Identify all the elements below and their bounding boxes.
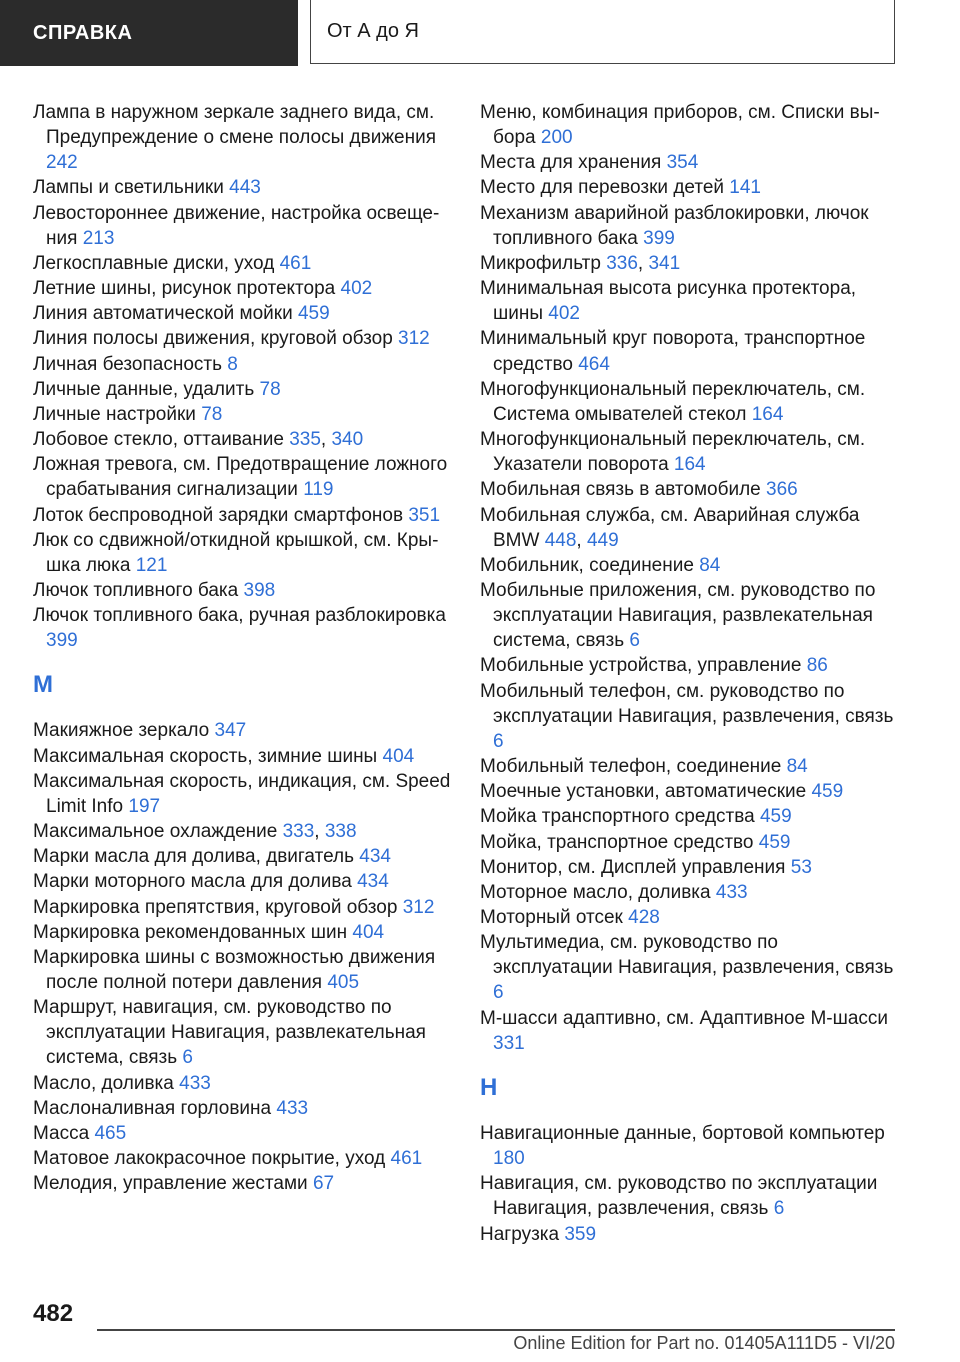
page-reference-link[interactable]: 8 <box>227 353 238 375</box>
page-reference-link[interactable]: 242 <box>46 152 78 174</box>
index-entry <box>33 995 453 1070</box>
index-entry <box>33 844 453 869</box>
index-entry <box>33 276 453 301</box>
index-entry-text: Лючок топливного бака, ручная разблокировка <box>33 605 446 627</box>
index-entry <box>33 175 453 200</box>
index-entry-text: Максимальное охлаждение <box>33 821 283 843</box>
index-entry-text: Лючок топливного бака <box>33 579 244 601</box>
index-entry-text: Моечные установки, автоматические <box>480 781 812 803</box>
page-reference-link[interactable]: 197 <box>128 795 161 817</box>
page-reference-link[interactable]: 164 <box>673 454 706 476</box>
section-title: СПРАВКА <box>33 21 133 44</box>
page-reference-link[interactable]: 459 <box>759 806 792 828</box>
index-entry <box>480 905 900 930</box>
page-reference-link[interactable]: 399 <box>643 227 675 249</box>
page-reference-link[interactable]: 354 <box>666 152 699 174</box>
index-entry <box>33 869 453 894</box>
index-entry-text: Мультимедиа, см. руководство по эксплуатации Навигация, развлечения, связь <box>480 932 894 979</box>
page-reference-link[interactable]: 404 <box>382 745 415 767</box>
page-reference-link[interactable]: 433 <box>179 1072 211 1094</box>
index-entry-text: Личная безопасность <box>33 353 228 375</box>
index-entry <box>33 945 453 995</box>
page-reference-link[interactable]: 84 <box>786 756 808 778</box>
page-reference-link[interactable]: 335 <box>289 429 321 451</box>
index-entry <box>33 819 453 844</box>
page-reference-link[interactable]: 119 <box>303 479 334 501</box>
page-reference-link[interactable]: 405 <box>327 972 360 993</box>
index-entry-text: Минимальная высота рисунка протектора, шины <box>480 278 857 325</box>
page-reference-link[interactable]: 434 <box>357 871 389 893</box>
page-separator: , <box>637 252 649 274</box>
page-reference-link[interactable]: 402 <box>548 303 580 325</box>
index-entry-text: Моторное масло, доливка <box>480 881 716 903</box>
index-entry <box>480 553 900 578</box>
index-entry-text: Масло, доливка <box>33 1072 180 1094</box>
index-entry-text: Микрофильтр <box>480 252 607 274</box>
index-letter-heading: М <box>33 671 53 699</box>
page-reference-link[interactable]: 84 <box>699 554 721 576</box>
page-reference-link[interactable]: 351 <box>408 504 441 526</box>
index-entry-text: Маслоналивная горловина <box>33 1097 277 1119</box>
index-entry <box>33 528 453 578</box>
index-entry <box>33 301 453 326</box>
page-reference-link[interactable]: 67 <box>312 1173 335 1195</box>
index-entry-text: Максимальная скорость, индикация, см. Speed Limit Info <box>33 770 451 817</box>
page-reference-link[interactable]: 6 <box>773 1198 785 1220</box>
index-entry <box>480 779 900 804</box>
index-entry-text: Маркировка препятствия, круговой обзор <box>33 896 403 918</box>
index-entry-text: Люк со сдвижной/откидной крышкой, см. Крышка люка <box>33 529 439 576</box>
index-entry-text: Лоток беспроводной зарядки смартфонов <box>33 504 409 526</box>
index-entry <box>33 1071 453 1096</box>
page-reference-link[interactable]: 180 <box>493 1148 525 1170</box>
index-entry <box>480 503 900 553</box>
page-reference-link[interactable]: 338 <box>324 821 357 843</box>
page-reference-link[interactable]: 347 <box>214 720 247 742</box>
page-reference-link[interactable]: 465 <box>94 1122 127 1144</box>
index-entry <box>480 150 900 175</box>
index-entry-text: Левостороннее движение, настройка освещения <box>33 202 440 249</box>
footer-edition: Online Edition for Part no. 01405A111D5 - VI/20 <box>513 1333 895 1353</box>
page-reference-link[interactable]: 336 <box>606 252 638 274</box>
index-entry <box>33 352 453 377</box>
page-reference-link[interactable]: 443 <box>229 177 261 199</box>
page-reference-link[interactable]: 340 <box>331 429 364 451</box>
index-entry-text: Мобильная служба, см. Аварийная служба BMW <box>480 504 860 551</box>
index-entry <box>33 402 453 427</box>
index-entry-text: Лампы и светильники <box>33 177 230 199</box>
page-number: 482 <box>33 1300 74 1327</box>
index-entry <box>480 930 900 1005</box>
page-reference-link[interactable]: 461 <box>279 252 312 274</box>
index-entry <box>480 201 900 251</box>
index-entry-text: Навигация, см. руководство по эксплуатации Навигация, развлечения, связь <box>480 1173 878 1220</box>
page-reference-link[interactable]: 6 <box>493 730 504 752</box>
page-separator: , <box>320 429 332 451</box>
index-entry-text: Минимальный круг поворота, транспортное средство <box>480 328 866 375</box>
index-entry <box>480 754 900 779</box>
page-reference-link[interactable]: 459 <box>297 303 330 325</box>
page-reference-link[interactable]: 402 <box>340 278 373 300</box>
index-entry-text: Многофункциональный переключатель, см. Указатели поворота <box>480 429 866 476</box>
section-header <box>0 0 298 66</box>
page-reference-link[interactable]: 6 <box>629 630 640 652</box>
page-reference-link[interactable]: 404 <box>352 921 385 943</box>
index-entry <box>480 276 900 326</box>
index-entry-text: Мойка транспортного средства <box>480 806 760 828</box>
page-separator: , <box>576 529 587 551</box>
index-entry-text: Место для перевозки детей <box>480 177 730 199</box>
index-entry-text: Многофункциональный переключатель, см. Система омывателей стекол <box>480 378 866 425</box>
index-entry-text: Масса <box>33 1122 95 1144</box>
index-entry <box>480 175 900 200</box>
index-entry <box>33 427 453 452</box>
index-entry-text: Макияжное зеркало <box>33 720 215 742</box>
page-reference-link[interactable]: 78 <box>259 378 281 400</box>
page-reference-link[interactable]: 86 <box>806 655 828 677</box>
index-entry-text: Максимальная скорость, зимние шины <box>33 745 383 767</box>
page-reference-link[interactable]: 366 <box>766 479 798 501</box>
index-entry <box>33 1146 453 1171</box>
index-entry <box>33 895 453 920</box>
index-entry-text: Личные данные, удалить <box>33 378 260 400</box>
index-entry-text: Мобильник, соединение <box>480 554 700 576</box>
index-entry-text: Линия автоматической мойки <box>33 303 298 325</box>
index-entry-text: Мойка, транспортное средство <box>480 831 759 853</box>
index-entry <box>480 880 900 905</box>
index-entry <box>33 201 453 251</box>
index-entry <box>480 427 900 477</box>
index-entry-text: Лобовое стекло, оттаивание <box>33 429 290 451</box>
index-column-right <box>480 100 900 1247</box>
index-entry <box>480 653 900 678</box>
index-entry <box>33 603 453 653</box>
index-entry <box>480 578 900 653</box>
page-reference-link[interactable]: 434 <box>359 846 391 868</box>
page-reference-link[interactable]: 449 <box>586 529 619 551</box>
index-entry <box>33 744 453 769</box>
index-entry-text: Мобильная связь в автомобиле <box>480 479 767 501</box>
page-reference-link[interactable]: 6 <box>182 1047 193 1069</box>
index-entry <box>480 804 900 829</box>
index-entry <box>480 1171 900 1221</box>
page-reference-link[interactable]: 53 <box>790 856 812 878</box>
index-entry <box>480 477 900 502</box>
index-entry <box>480 1006 900 1056</box>
index-entry <box>33 578 453 603</box>
index-entry <box>480 377 900 427</box>
index-letter-heading: Н <box>480 1073 498 1101</box>
page-reference-link[interactable]: 341 <box>648 252 681 274</box>
index-entry <box>480 679 900 754</box>
index-column-left <box>33 100 453 1196</box>
index-entry-text: М-шасси адаптивно, см. Адаптивное М-шасси <box>480 1007 889 1029</box>
index-entry-text: Места для хранения <box>480 152 667 174</box>
index-entry-text: Марки масла для долива, двигатель <box>33 846 360 868</box>
index-entry-text: Лампа в наружном зеркале заднего вида, см. Предупреждение о смене полосы движения <box>33 102 437 149</box>
index-entry <box>480 1222 900 1247</box>
index-entry-text: Матовое лакокрасочное покрытие, уход <box>33 1148 391 1170</box>
index-entry-text: Легкосплавные диски, уход <box>33 252 280 274</box>
page-reference-link[interactable]: 331 <box>493 1032 525 1054</box>
index-entry <box>33 769 453 819</box>
index-entry-text: Мобильные устройства, управление <box>480 655 807 677</box>
page-reference-link[interactable]: 200 <box>540 127 573 149</box>
index-entry-text: Нагрузка <box>480 1223 565 1245</box>
index-entry-text: Навигационные данные, бортовой компьютер <box>480 1122 885 1144</box>
index-entry <box>33 718 453 743</box>
index-entry <box>33 1171 453 1196</box>
index-entry <box>480 100 900 150</box>
index-entry <box>33 920 453 945</box>
page-reference-link[interactable]: 464 <box>578 353 610 375</box>
index-entry <box>33 452 453 502</box>
page-reference-link[interactable]: 312 <box>398 328 430 350</box>
index-entry-text: Маркировка шины с возможностью движения после полной потери давления <box>33 946 436 993</box>
page-reference-link[interactable]: 399 <box>46 630 78 652</box>
page-reference-link[interactable]: 213 <box>82 227 115 249</box>
index-entry-text: Мобильные приложения, см. руководство по эксплуатации Навигация, развлекательная система, связь <box>480 579 876 652</box>
page-reference-link[interactable]: 461 <box>390 1148 423 1170</box>
index-entry <box>480 855 900 880</box>
index-entry-text: Мелодия, управление жестами <box>33 1173 313 1195</box>
index-entry-text: Мобильный телефон, соединение <box>480 756 787 778</box>
page-reference-link[interactable]: 78 <box>201 403 223 425</box>
page-reference-link[interactable]: 121 <box>135 554 168 576</box>
index-entry-text: Маршрут, навигация, см. руководство по эксплуатации Навигация, развлекательная система, связь <box>33 997 426 1069</box>
page-reference-link[interactable]: 6 <box>493 982 504 1004</box>
footer-divider <box>97 1329 895 1331</box>
chapter-title: От А до Я <box>327 20 419 42</box>
index-entry <box>33 251 453 276</box>
index-entry <box>33 326 453 351</box>
index-entry <box>33 1096 453 1121</box>
page-reference-link[interactable]: 433 <box>715 881 748 903</box>
index-entry-text: Ложная тревога, см. Предотвращение ложного срабатывания сигнализации <box>33 454 448 501</box>
index-entry <box>480 251 900 276</box>
index-entry-text: Линия полосы движения, круговой обзор <box>33 328 399 350</box>
index-entry-text: Механизм аварийной разблокировки, лючок топливного бака <box>480 202 869 249</box>
index-entry-text: Марки моторного масла для долива <box>33 871 358 893</box>
page-reference-link[interactable]: 359 <box>564 1223 597 1245</box>
index-entry-text: Личные настройки <box>33 403 202 425</box>
index-entry <box>33 503 453 528</box>
page-reference-link[interactable]: 333 <box>282 821 315 843</box>
page-reference-link[interactable]: 312 <box>402 896 435 918</box>
index-entry <box>480 326 900 376</box>
chapter-header <box>310 0 895 64</box>
index-entry-text: Моторный отсек <box>480 907 629 928</box>
index-entry-text: Летние шины, рисунок протектора <box>33 278 341 300</box>
index-entry <box>33 100 453 175</box>
page-reference-link[interactable]: 141 <box>729 177 761 199</box>
index-entry <box>480 1121 900 1171</box>
page-reference-link[interactable]: 164 <box>751 403 784 425</box>
index-entry-text: Монитор, см. Дисплей управления <box>480 856 791 878</box>
page-reference-link[interactable]: 433 <box>276 1097 309 1119</box>
page-reference-link[interactable]: 459 <box>811 781 844 803</box>
index-entry-text: Мобильный телефон, см. руководство по эксплуатации Навигация, развлечения, связь <box>480 680 894 727</box>
index-entry <box>480 830 900 855</box>
page-reference-link[interactable]: 398 <box>243 579 276 601</box>
index-entry <box>33 1121 453 1146</box>
page-reference-link[interactable]: 448 <box>544 529 577 551</box>
index-entry <box>33 377 453 402</box>
index-entry-text: Меню, комбинация приборов, см. Списки выбора <box>480 102 880 149</box>
page-reference-link[interactable]: 428 <box>628 907 660 928</box>
page-reference-link[interactable]: 459 <box>758 831 791 853</box>
index-entry-text: Маркировка рекомендованных шин <box>33 921 353 943</box>
page-separator: , <box>314 821 325 843</box>
